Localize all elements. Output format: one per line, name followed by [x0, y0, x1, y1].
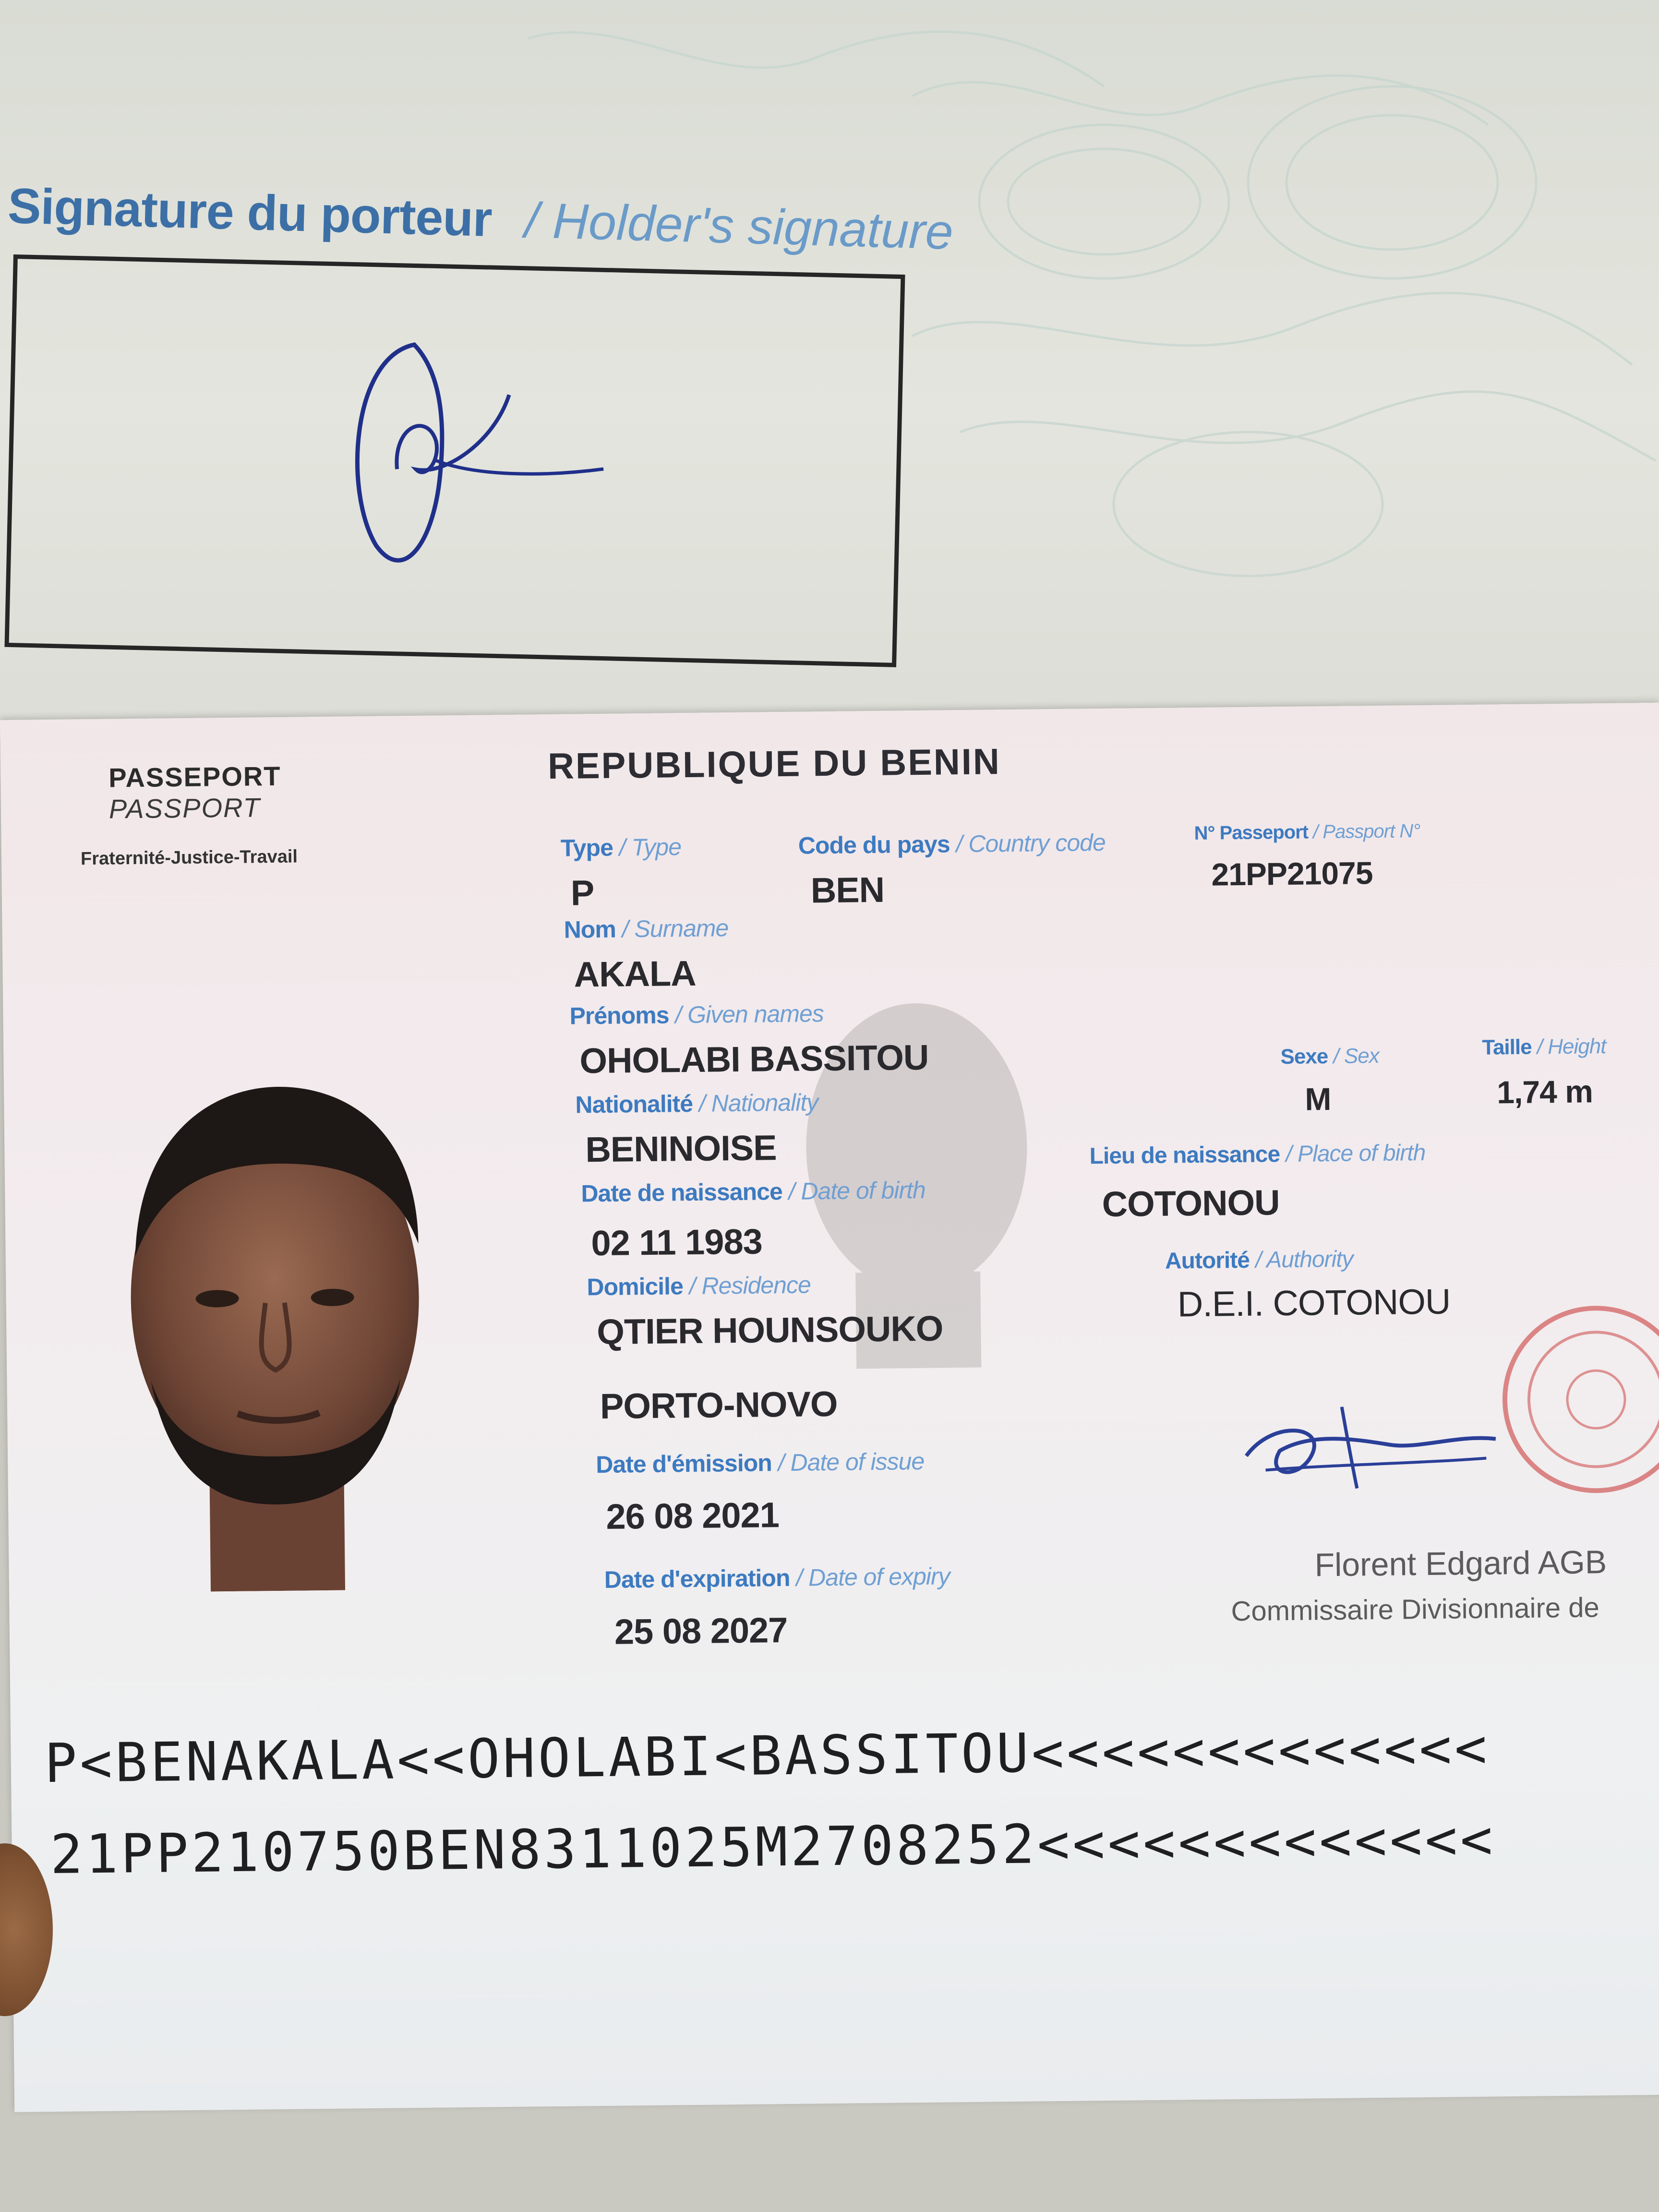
passport-number-label [1194, 820, 1420, 844]
country-code-value: BEN [810, 869, 885, 911]
authority-value: D.E.I. COTONOU [1177, 1281, 1451, 1324]
given-names-value: OHOLABI BASSITOU [579, 1037, 929, 1081]
passport-number-label-en: / Passport N° [1312, 820, 1420, 843]
nationality-label-fr: Nationalité [575, 1090, 693, 1118]
authority-label [1165, 1246, 1353, 1274]
birth-place-label [1089, 1140, 1425, 1169]
holder-signature-label-fr: Signature du porteur [7, 178, 493, 248]
document-type-fr: PASSEPORT [108, 760, 281, 793]
issue-date-label-fr: Date d'émission [596, 1449, 772, 1479]
given-names-label-fr: Prénoms [569, 1001, 669, 1030]
authority-signature [1236, 1386, 1506, 1504]
residence-line2: PORTO-NOVO [600, 1383, 838, 1426]
height-label-en: / Height [1537, 1034, 1606, 1059]
nationality-label-en: / Nationality [698, 1089, 818, 1117]
passport-number-label-fr: N° Passeport [1194, 821, 1309, 844]
issue-date-value: 26 08 2021 [606, 1495, 780, 1537]
authority-label-en: / Authority [1255, 1246, 1353, 1273]
country-code-label [798, 829, 1106, 860]
surname-label [564, 914, 728, 944]
birth-place-value: COTONOU [1102, 1182, 1280, 1225]
sex-label [1280, 1044, 1379, 1069]
residence-label-en: / Residence [689, 1271, 811, 1300]
type-label-en: / Type [619, 833, 682, 861]
sex-value: M [1305, 1081, 1331, 1117]
document-type-en: PASSPORT [108, 792, 261, 824]
birth-date-label [581, 1176, 926, 1208]
birth-date-label-fr: Date de naissance [581, 1178, 782, 1207]
sex-label-en: / Sex [1333, 1044, 1380, 1068]
height-label-fr: Taille [1482, 1035, 1532, 1059]
passport-number-value: 21PP21075 [1211, 855, 1373, 892]
officer-title: Commissaire Divisionnaire de [1231, 1592, 1600, 1627]
expiry-date-label-fr: Date d'expiration [604, 1564, 790, 1593]
surname-label-fr: Nom [564, 915, 616, 943]
residence-label [587, 1271, 811, 1301]
birth-place-label-fr: Lieu de naissance [1089, 1142, 1280, 1169]
given-names-label-en: / Given names [675, 1000, 824, 1029]
officer-name: Florent Edgard AGB [1314, 1544, 1607, 1584]
issue-date-label [596, 1447, 925, 1479]
holder-signature-box [4, 254, 905, 667]
birth-date-value: 02 11 1983 [591, 1221, 763, 1263]
given-names-label [569, 999, 824, 1030]
national-motto: Fraternité-Justice-Travail [80, 846, 298, 869]
mrz-line-1: P<BENAKALA<<OHOLABI<BASSITOU<<<<<<<<<<<<< [44, 1717, 1490, 1795]
type-value: P [570, 873, 594, 913]
surname-value: AKALA [574, 953, 697, 995]
country-code-label-en: / Country code [956, 829, 1106, 858]
expiry-date-value: 25 08 2027 [614, 1610, 788, 1652]
official-stamp [1494, 1298, 1659, 1501]
residence-label-fr: Domicile [587, 1273, 684, 1301]
residence-line1: QTIER HOUNSOUKO [596, 1308, 943, 1352]
birth-date-label-en: / Date of birth [788, 1176, 926, 1205]
sex-label-fr: Sexe [1280, 1045, 1328, 1069]
height-value: 1,74 m [1496, 1073, 1593, 1110]
passport-data-page [0, 703, 1659, 2112]
issuing-country: REPUBLIQUE DU BENIN [547, 741, 1001, 787]
expiry-date-label-en: / Date of expiry [796, 1563, 950, 1591]
surname-label-en: / Surname [622, 914, 729, 943]
mrz-line-2: 21PP210750BEN8311025M2708252<<<<<<<<<<<<< [50, 1808, 1496, 1887]
nationality-value: BENINOISE [585, 1128, 777, 1170]
nationality-label [575, 1088, 818, 1118]
holder-signature [9, 259, 901, 663]
birth-place-label-en: / Place of birth [1286, 1140, 1426, 1167]
holder-photo [90, 1070, 460, 1593]
holder-signature-label-en: / Holder's signature [524, 192, 954, 260]
type-label [561, 833, 682, 862]
authority-label-fr: Autorité [1165, 1247, 1250, 1274]
issue-date-label-en: / Date of issue [778, 1447, 925, 1477]
signature-page [0, 0, 1659, 739]
type-label-fr: Type [560, 834, 613, 862]
height-label [1482, 1034, 1606, 1060]
country-code-label-fr: Code du pays [798, 830, 950, 859]
expiry-date-label [604, 1562, 950, 1594]
